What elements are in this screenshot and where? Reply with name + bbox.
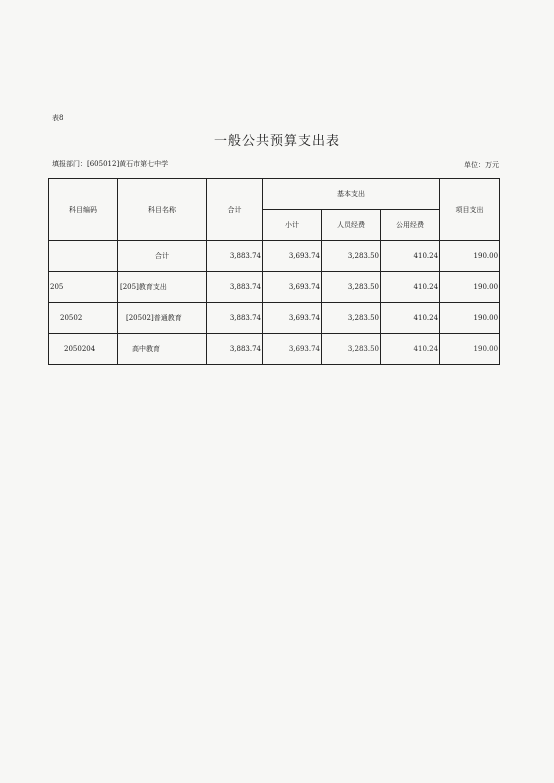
header-personnel: 人员经费	[322, 210, 381, 241]
cell-project: 190.00	[440, 272, 500, 303]
header-total: 合计	[207, 179, 263, 241]
cell-total: 3,883.74	[207, 272, 263, 303]
cell-subtotal: 3,693.74	[263, 334, 322, 365]
page-title: 一般公共预算支出表	[213, 134, 340, 149]
unit-label: 单位：万元	[464, 161, 499, 169]
cell-project: 190.00	[440, 303, 500, 334]
cell-subtotal: 3,693.74	[263, 303, 322, 334]
cell-code: 20502	[49, 303, 118, 334]
cell-subtotal: 3,693.74	[263, 241, 322, 272]
cell-project: 190.00	[440, 241, 500, 272]
table-row	[49, 241, 500, 272]
cell-public: 410.24	[381, 272, 440, 303]
header-name: 科目名称	[118, 179, 207, 241]
cell-personnel: 3,283.50	[322, 303, 381, 334]
table-number: 表8	[52, 114, 64, 122]
cell-code	[49, 241, 118, 272]
cell-total: 3,883.74	[207, 334, 263, 365]
cell-total: 3,883.74	[207, 303, 263, 334]
cell-name: [20502]普通教育	[118, 303, 207, 334]
header-subtotal: 小计	[263, 210, 322, 241]
cell-personnel: 3,283.50	[322, 272, 381, 303]
cell-subtotal: 3,693.74	[263, 272, 322, 303]
table-row	[49, 303, 500, 334]
cell-public: 410.24	[381, 241, 440, 272]
table-row	[49, 334, 500, 365]
cell-code: 2050204	[49, 334, 118, 365]
header-public: 公用经费	[381, 210, 440, 241]
cell-name: 高中教育	[118, 334, 207, 365]
header-code: 科目编码	[49, 179, 118, 241]
cell-name: [205]教育支出	[118, 272, 207, 303]
budget-table	[48, 178, 500, 365]
header-project: 项目支出	[440, 179, 500, 241]
header-basic: 基本支出	[263, 179, 440, 210]
header-row	[49, 179, 500, 210]
reporting-department: 填报部门：[605012]黄石市第七中学	[52, 160, 169, 168]
cell-project: 190.00	[440, 334, 500, 365]
cell-public: 410.24	[381, 334, 440, 365]
cell-public: 410.24	[381, 303, 440, 334]
cell-personnel: 3,283.50	[322, 334, 381, 365]
cell-name: 合计	[118, 241, 207, 272]
cell-code: 205	[49, 272, 118, 303]
cell-personnel: 3,283.50	[322, 241, 381, 272]
cell-total: 3,883.74	[207, 241, 263, 272]
table-row	[49, 272, 500, 303]
